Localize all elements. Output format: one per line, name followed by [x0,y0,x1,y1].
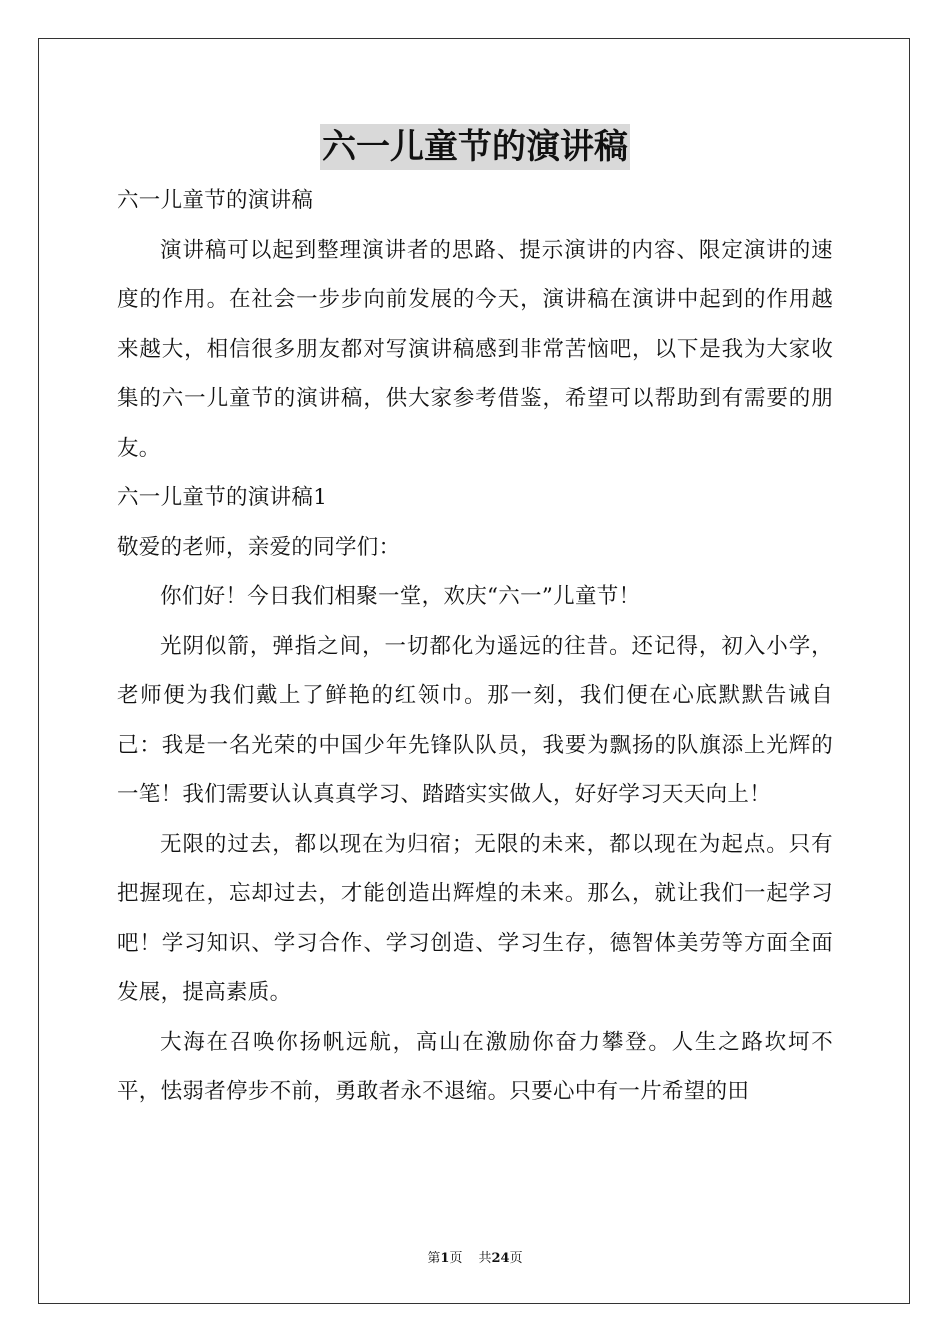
paragraph-7: 大海在召唤你扬帆远航，高山在激励你奋力攀登。人生之路坎坷不平，怯弱者停步不前，勇敢者永不退缩。只要心中有一片希望的田 [117,1029,833,1104]
paragraph-2: 六一儿童节的演讲稿1 [117,485,328,510]
paragraph-0: 六一儿童节的演讲稿 [117,188,314,213]
footer-page-number: 1 [440,1251,450,1266]
footer-total-pages: 24 [491,1251,510,1266]
footer-page-suffix: 页 [449,1251,463,1266]
paragraph-4: 你们好！今日我们相聚一堂，欢庆“六一”儿童节！ [160,584,641,609]
paragraph-1: 演讲稿可以起到整理演讲者的思路、提示演讲的内容、限定演讲的速度的作用。在社会一步步向前发展的今天，演讲稿在演讲中起到的作用越来越大，相信很多朋友都对写演讲稿感到非常苦恼吧，以下是我为大家收集的六一儿童节的演讲稿，供大家参考借鉴，希望可以帮助到有需要的朋友。 [117,237,833,461]
footer-total-suffix: 页 [509,1251,523,1266]
paragraph-5: 光阴似箭，弹指之间，一切都化为遥远的往昔。还记得，初入小学，老师便为我们戴上了鲜艳的红领巾。那一刻，我们便在心底默默告诫自己：我是一名光荣的中国少年先锋队队员，我要为飘扬的队旗添上光辉的一笔！我们需要认认真真学习、踏踏实实做人，好好学习天天向上！ [117,633,833,807]
document-body [117,176,833,1117]
footer-page-prefix: 第 [427,1251,441,1266]
paragraph-6: 无限的过去，都以现在为归宿；无限的未来，都以现在为起点。只有把握现在，忘却过去，才能创造出辉煌的未来。那么，就让我们一起学习吧！学习知识、学习合作、学习创造、学习生存，德智体美劳等方面全面发展，提高素质。 [117,831,833,1005]
title-container [0,124,950,170]
document-title: 六一儿童节的演讲稿 [320,124,630,170]
paragraph-3: 敬爱的老师，亲爱的同学们： [117,534,401,560]
page-footer [0,1250,950,1268]
footer-total-prefix: 共 [478,1251,492,1266]
